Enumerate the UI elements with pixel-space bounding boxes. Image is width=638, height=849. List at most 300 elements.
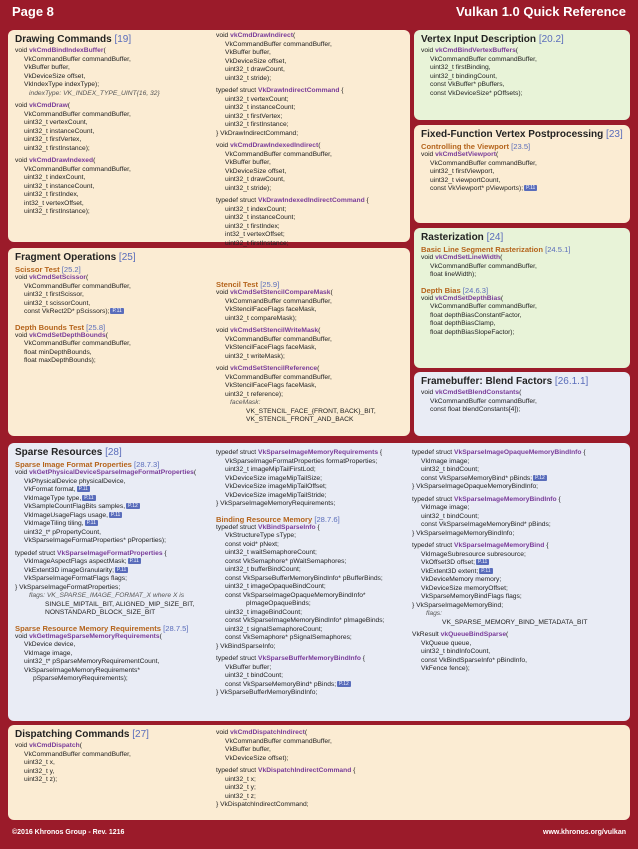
code-text: int32_t vertexOffset;: [225, 231, 285, 238]
code-text: uint32_t y;: [225, 784, 256, 791]
code-text: const VkSparseImageMemoryBind* pBinds;: [421, 521, 551, 528]
code-text: uint32_t firstInstance;: [225, 121, 289, 128]
code-line: [15, 308, 211, 317]
code-line: [216, 483, 412, 492]
code-text: float depthBiasConstantFactor,: [430, 311, 522, 319]
fixed-function-content: [421, 129, 623, 194]
subsection-heading: [15, 624, 215, 633]
function-name: vkCmdDrawIndexed: [29, 157, 94, 164]
subsection-heading: [216, 280, 406, 289]
code-text: VkImageTiling tiling,: [24, 520, 84, 527]
code-text: VkCommandBuffer commandBuffer,: [24, 110, 131, 118]
page-ref-tag: P.12: [128, 503, 138, 510]
decl-suffix: {: [339, 87, 344, 94]
code-text: uint32_t reference);: [225, 390, 283, 398]
code-text: uint32_t instanceCount;: [225, 104, 296, 111]
code-text: VkDeviceSize memoryOffset;: [421, 584, 508, 592]
decl-prefix: typedef struct: [216, 767, 259, 774]
code-line: [216, 113, 406, 122]
code-text: VkPhysicalDevice physicalDevice,: [24, 477, 126, 485]
sparse-column-1: [15, 447, 215, 684]
declaration-line: [15, 742, 211, 751]
code-text: VkImageType type,: [24, 494, 82, 502]
section-heading: [15, 34, 211, 45]
code-line: [15, 119, 211, 128]
spacer: [421, 280, 623, 284]
declaration-line: [216, 449, 412, 458]
section-ref: [23]: [606, 129, 623, 140]
page-ref-tag: P.11: [112, 308, 122, 315]
code-line: [216, 784, 412, 793]
code-line: [412, 475, 626, 484]
declaration-line: [15, 469, 215, 478]
page-header: [0, 0, 638, 24]
drawing-column-2: [216, 32, 406, 257]
subsection-ref: [24.6.3]: [462, 285, 489, 295]
code-line: [216, 206, 406, 215]
code-text: uint32_t imageBindCount;: [225, 608, 302, 616]
code-text: VkCommandBuffer commandBuffer,: [24, 750, 131, 758]
declaration-line: [15, 550, 215, 559]
sparse-resources-panel: [8, 443, 630, 721]
code-text: VkCommandBuffer commandBuffer,: [430, 397, 537, 405]
function-name: vkCmdSetViewport: [435, 151, 496, 158]
decl-prefix: void: [216, 729, 231, 736]
code-text: VkBuffer buffer;: [225, 663, 272, 671]
code-text: uint32_t signalSemaphoreCount;: [225, 625, 323, 633]
section-heading: [15, 729, 211, 740]
code-line: [412, 585, 626, 594]
section-heading: [15, 447, 215, 458]
code-line: [216, 66, 406, 75]
decl-prefix: void: [15, 102, 30, 109]
drawing-column-1: [15, 34, 211, 217]
declaration-line: [412, 449, 626, 458]
code-text: float maxDepthBounds);: [24, 357, 96, 364]
code-line: [15, 584, 215, 593]
code-text: VkDeviceSize offset,: [225, 167, 287, 175]
code-line: [412, 648, 626, 657]
code-text: uint32_t stride);: [225, 184, 272, 192]
code-line: [412, 504, 626, 513]
decl-suffix: (: [292, 32, 296, 39]
code-line: [216, 231, 406, 240]
code-text: } VkDispatchIndirectCommand;: [216, 801, 309, 808]
code-text: VkStencilFaceFlags faceMask,: [225, 306, 317, 313]
decl-prefix: void: [15, 331, 30, 339]
decl-suffix: (: [105, 331, 108, 339]
decl-suffix: {: [581, 449, 586, 456]
function-name: vkCmdBindVertexBuffers: [435, 47, 516, 54]
code-text: uint32_t firstVertex;: [225, 112, 283, 120]
decl-suffix: (: [495, 151, 499, 158]
code-text: uint32_t z;: [225, 792, 256, 800]
fragment-operations-panel: [8, 248, 410, 436]
code-text: uint32_t* pSparseMemoryRequirementCount,: [24, 658, 160, 665]
code-line: [216, 664, 412, 673]
code-line: [216, 532, 412, 541]
code-line: [15, 558, 215, 567]
code-text: const VkRect2D* pScissors);: [24, 308, 110, 315]
code-text: uint32_t bufferBindCount;: [225, 566, 301, 573]
decl-prefix: void: [15, 47, 30, 54]
code-text: VkCommandBuffer commandBuffer,: [24, 165, 131, 173]
code-line: [412, 568, 626, 577]
decl-suffix: (: [67, 102, 71, 109]
code-text: uint32_t imageMipTailFirstLod;: [225, 466, 316, 473]
code-line: [216, 49, 406, 58]
declaration-line: [421, 254, 623, 263]
code-text: uint32_t vertexCount,: [24, 119, 88, 126]
code-text: uint32_t firstScissor,: [24, 291, 84, 298]
declaration-line: [216, 524, 412, 533]
code-line: [15, 300, 211, 309]
function-name: vkCmdSetDepthBounds: [29, 331, 106, 339]
code-text: uint32_t bindCount;: [421, 512, 480, 520]
code-text: uint32_t x;: [225, 775, 256, 783]
code-line: [15, 174, 211, 183]
code-text: } VkSparseImageMemoryRequirements;: [216, 500, 336, 507]
code-text: VkDeviceSize offset,: [225, 57, 287, 65]
code-text: } VkSparseImageFormatProperties;: [15, 583, 121, 591]
subsection-ref: [25.2]: [61, 265, 81, 274]
code-text: uint32_t bindingCount,: [430, 72, 497, 80]
code-line: [421, 263, 623, 272]
code-text: VkImageUsageFlags usage,: [24, 511, 109, 519]
code-line: [216, 681, 412, 690]
code-text: uint32_t stride);: [225, 74, 272, 82]
declaration-line: [216, 327, 406, 336]
decl-suffix: {: [360, 655, 366, 662]
declaration-line: [412, 542, 626, 551]
decl-suffix: (: [519, 389, 522, 396]
decl-prefix: typedef struct: [216, 523, 259, 531]
code-text: const VkSparseImageMemoryBindInfo* pImageBinds;: [225, 617, 385, 624]
decl-prefix: typedef struct: [412, 542, 455, 549]
code-line: [15, 759, 211, 768]
code-text: uint32_t writeMask);: [225, 352, 285, 360]
code-line: [412, 559, 626, 568]
code-line: [216, 634, 412, 643]
section-ref: [28]: [105, 447, 122, 458]
code-line: [412, 466, 626, 475]
decl-suffix: (: [93, 157, 96, 164]
code-line: [15, 751, 211, 760]
page-footer: [12, 829, 626, 836]
code-text: VkDeviceSize offset);: [225, 754, 289, 762]
code-text: const VkDeviceSize* pOffsets);: [430, 89, 523, 97]
code-line: [15, 183, 211, 192]
rasterization-panel: [414, 228, 630, 368]
subsection-title: Sparse Resource Memory Requirements: [15, 623, 162, 633]
code-line: [216, 336, 406, 345]
function-name: vkCmdSetStencilCompareMask: [230, 289, 331, 296]
decl-prefix: typedef struct: [412, 449, 455, 456]
code-text: } VkSparseImageMemoryBindInfo;: [412, 529, 515, 537]
code-text: float lineWidth);: [430, 271, 477, 278]
code-line: [15, 283, 211, 292]
code-text: VkImage image;: [421, 504, 470, 511]
function-name: vkCmdDrawIndexedIndirect: [230, 142, 319, 149]
declaration-line: [15, 332, 211, 341]
code-text: flags:: [426, 610, 442, 617]
code-text: const VkBuffer* pBuffers,: [430, 81, 505, 88]
code-line: [421, 81, 623, 90]
code-text: const VkBindSparseInfo* pBindInfo,: [421, 656, 527, 664]
code-line: [412, 576, 626, 585]
code-text: VkCommandBuffer commandBuffer,: [225, 150, 332, 158]
code-line: [412, 513, 626, 522]
code-text: uint32_t viewportCount,: [430, 176, 501, 184]
subsection-heading: [421, 142, 623, 151]
code-text: float depthBiasSlopeFactor);: [430, 328, 515, 336]
code-text: uint32_t firstInstance);: [24, 208, 90, 215]
code-text: pImageOpaqueBinds;: [246, 600, 311, 607]
code-line: [216, 416, 406, 425]
decl-suffix: {: [378, 449, 383, 456]
subsection-title: Scissor Test: [15, 265, 60, 274]
page-ref-tag: P.11: [478, 559, 488, 566]
spacer: [15, 618, 215, 622]
decl-suffix: {: [162, 549, 167, 557]
code-text: VkDeviceMemory memory;: [421, 576, 502, 583]
page-heading: Vulkan 1.0 Quick Reference: [455, 4, 626, 19]
code-text: VkCommandBuffer commandBuffer,: [225, 297, 332, 305]
decl-prefix: void: [15, 157, 30, 164]
code-line: [421, 177, 623, 186]
code-text: } VkSparseImageOpaqueMemoryBindInfo;: [412, 483, 539, 490]
function-name: vkCmdSetStencilWriteMask: [230, 327, 319, 334]
code-line: [421, 303, 623, 312]
code-text: uint32_t indexCount;: [225, 205, 287, 213]
code-line: [15, 349, 211, 358]
decl-suffix: {: [315, 523, 320, 531]
code-line: [421, 312, 623, 321]
code-text: VkCommandBuffer commandBuffer,: [225, 373, 332, 381]
function-name: vkCmdSetStencilReference: [230, 365, 318, 372]
code-text: uint32_t drawCount,: [225, 176, 285, 183]
code-line: [15, 166, 211, 175]
page-ref-tag: P.11: [86, 520, 96, 527]
code-text: VkOffset3D offset;: [421, 559, 476, 566]
code-line: [15, 609, 215, 618]
code-line: [216, 58, 406, 67]
code-text: VkIndexType indexType);: [24, 81, 100, 88]
code-line: [412, 593, 626, 602]
code-text: uint32_t bindCount;: [421, 466, 480, 473]
code-text: } VkSparseImageMemoryBind;: [412, 601, 504, 609]
section-title-text: Dispatching Commands: [15, 729, 130, 740]
subsection-title: Depth Bias: [421, 285, 461, 295]
page-ref-tag: P.12: [339, 680, 349, 687]
code-text: VkCommandBuffer commandBuffer,: [225, 40, 332, 48]
code-line: [216, 541, 412, 550]
code-line: [15, 567, 215, 576]
declaration-line: [216, 767, 412, 776]
code-line: [15, 537, 215, 546]
declaration-line: [15, 157, 211, 166]
decl-suffix: (: [103, 47, 106, 54]
framebuffer-panel: [414, 372, 630, 436]
code-line: [421, 320, 623, 329]
code-line: [216, 151, 406, 160]
code-line: [15, 73, 211, 82]
subsection-heading: [15, 323, 211, 332]
decl-prefix: void: [15, 742, 30, 749]
section-title-text: Fragment Operations: [15, 252, 117, 263]
decl-suffix: (: [318, 142, 321, 149]
code-line: [216, 549, 412, 558]
declaration-line: [216, 87, 406, 96]
code-line: [216, 240, 406, 249]
subsection-title: Stencil Test: [216, 280, 259, 289]
code-text: pSparseMemoryRequirements);: [33, 675, 128, 682]
code-line: [15, 658, 215, 667]
code-text: const VkSemaphore* pSignalSemaphores;: [225, 634, 352, 641]
decl-prefix: typedef struct: [216, 197, 259, 204]
code-line: [216, 592, 412, 601]
decl-suffix: (: [500, 254, 503, 261]
section-ref: [25]: [118, 252, 136, 263]
code-line: [15, 641, 215, 650]
section-heading: [421, 129, 623, 140]
declaration-line: [216, 289, 406, 298]
code-line: [216, 643, 412, 652]
code-line: [421, 56, 623, 65]
code-line: [216, 475, 412, 484]
code-text: uint32_t instanceCount,: [24, 182, 95, 190]
code-text: } VkBindSparseInfo;: [216, 642, 276, 650]
subsection-title: Depth Bounds Test: [15, 322, 85, 332]
section-heading: [421, 232, 623, 243]
decl-suffix: {: [556, 495, 561, 503]
code-line: [412, 602, 626, 611]
code-line: [15, 64, 211, 73]
function-name: vkQueueBindSparse: [440, 631, 507, 638]
code-line: [412, 619, 626, 628]
code-text: VkExtent3D extent;: [421, 567, 479, 575]
code-text: VK_SPARSE_MEMORY_BIND_METADATA_BIT: [442, 618, 588, 626]
code-line: [421, 398, 623, 407]
function-name: vkCmdBindIndexBuffer: [29, 47, 104, 54]
code-text: uint32_t instanceCount,: [24, 127, 95, 135]
code-text: uint32_t firstVertex,: [24, 136, 82, 143]
fixed-function-panel: [414, 125, 630, 223]
code-line: [412, 521, 626, 530]
function-name: vkCmdDrawIndirect: [230, 32, 293, 39]
decl-suffix: {: [544, 542, 549, 549]
subsection-ref: [28.7.6]: [314, 514, 340, 524]
code-line: [15, 601, 215, 610]
code-line: [216, 41, 406, 50]
note-line: [15, 592, 215, 601]
code-line: [216, 96, 406, 105]
code-text: SINGLE_MIPTAIL_BIT, ALIGNED_MIP_SIZE_BIT,: [45, 600, 195, 608]
code-line: [216, 159, 406, 168]
code-line: [15, 340, 211, 349]
code-line: [216, 298, 406, 307]
code-text: VkDeviceSize offset,: [24, 72, 86, 80]
code-line: [421, 90, 623, 99]
code-text: VkImageAspectFlags aspectMask;: [24, 558, 127, 565]
code-line: [412, 551, 626, 560]
section-title-text: Rasterization: [421, 232, 484, 243]
code-text: uint32_t z);: [24, 776, 58, 783]
code-line: [216, 306, 406, 315]
code-text: uint32_t y,: [24, 767, 55, 775]
page-ref-tag: P.11: [111, 511, 121, 518]
page-ref-tag: P.11: [78, 486, 88, 493]
code-text: VkQueue queue,: [421, 639, 472, 647]
section-title-text: Sparse Resources: [15, 447, 103, 458]
subsection-ref: [23.5]: [511, 142, 531, 151]
code-text: VkImage image;: [421, 457, 470, 465]
subsection-heading: [15, 265, 211, 274]
declaration-line: [15, 633, 215, 642]
declaration-line: [216, 142, 406, 151]
code-text: uint32_t waitSemaphoreCount;: [225, 549, 317, 556]
decl-prefix: typedef struct: [15, 549, 58, 557]
code-line: [216, 672, 412, 681]
decl-prefix: void: [421, 294, 436, 302]
sparse-column-2: [216, 449, 412, 698]
code-text: VkSparseImageMemoryRequirements*: [24, 666, 140, 674]
code-line: [15, 776, 211, 785]
spacer: [216, 509, 412, 513]
function-name: vkCmdDispatch: [29, 742, 80, 749]
declaration-line: [421, 151, 623, 160]
code-line: [15, 575, 215, 584]
code-text: uint32_t bindCount;: [225, 672, 284, 679]
decl-prefix: void: [216, 327, 231, 334]
subsection-title: Basic Line Segment Rasterization: [421, 245, 543, 254]
declaration-line: [216, 365, 406, 374]
subsection-ref: [28.7.5]: [163, 623, 189, 633]
code-line: [15, 768, 211, 777]
section-ref: [19]: [114, 34, 132, 45]
code-line: [216, 600, 412, 609]
decl-suffix: (: [317, 365, 320, 372]
declaration-line: [412, 631, 626, 640]
function-name: VkDrawIndexedIndirectCommand: [258, 197, 365, 204]
subsection-ref: [25.8]: [86, 322, 106, 332]
declaration-line: [216, 655, 412, 664]
code-text: VkCommandBuffer commandBuffer,: [24, 55, 131, 63]
vertex-content: [421, 34, 623, 98]
code-line: [15, 486, 215, 495]
code-text: uint32_t* pPropertyCount,: [24, 528, 101, 536]
code-text: const VkSparseMemoryBind* pBinds;: [421, 474, 533, 482]
function-name: vkGetPhysicalDeviceSparseImageFormatProperties: [29, 469, 194, 476]
code-line: [216, 776, 412, 785]
code-line: [216, 214, 406, 223]
function-name: VkDispatchIndirectCommand: [258, 767, 352, 774]
code-line: [216, 185, 406, 194]
section-title-text: Fixed-Function Vertex Postprocessing: [421, 129, 604, 140]
code-line: [412, 640, 626, 649]
code-text: VK_STENCIL_FACE_{FRONT, BACK}_BIT,: [246, 407, 376, 415]
declaration-line: [15, 274, 211, 283]
function-name: VkSparseImageMemoryRequirements: [258, 449, 379, 456]
function-name: vkCmdDispatchIndirect: [230, 729, 305, 736]
code-line: [421, 168, 623, 177]
code-line: [421, 271, 623, 280]
code-line: [15, 667, 215, 676]
declaration-line: [216, 197, 406, 206]
function-name: VkSparseBufferMemoryBindInfo: [258, 655, 361, 662]
code-text: float minDepthBounds,: [24, 348, 92, 356]
function-name: vkCmdSetDepthBias: [435, 294, 501, 302]
